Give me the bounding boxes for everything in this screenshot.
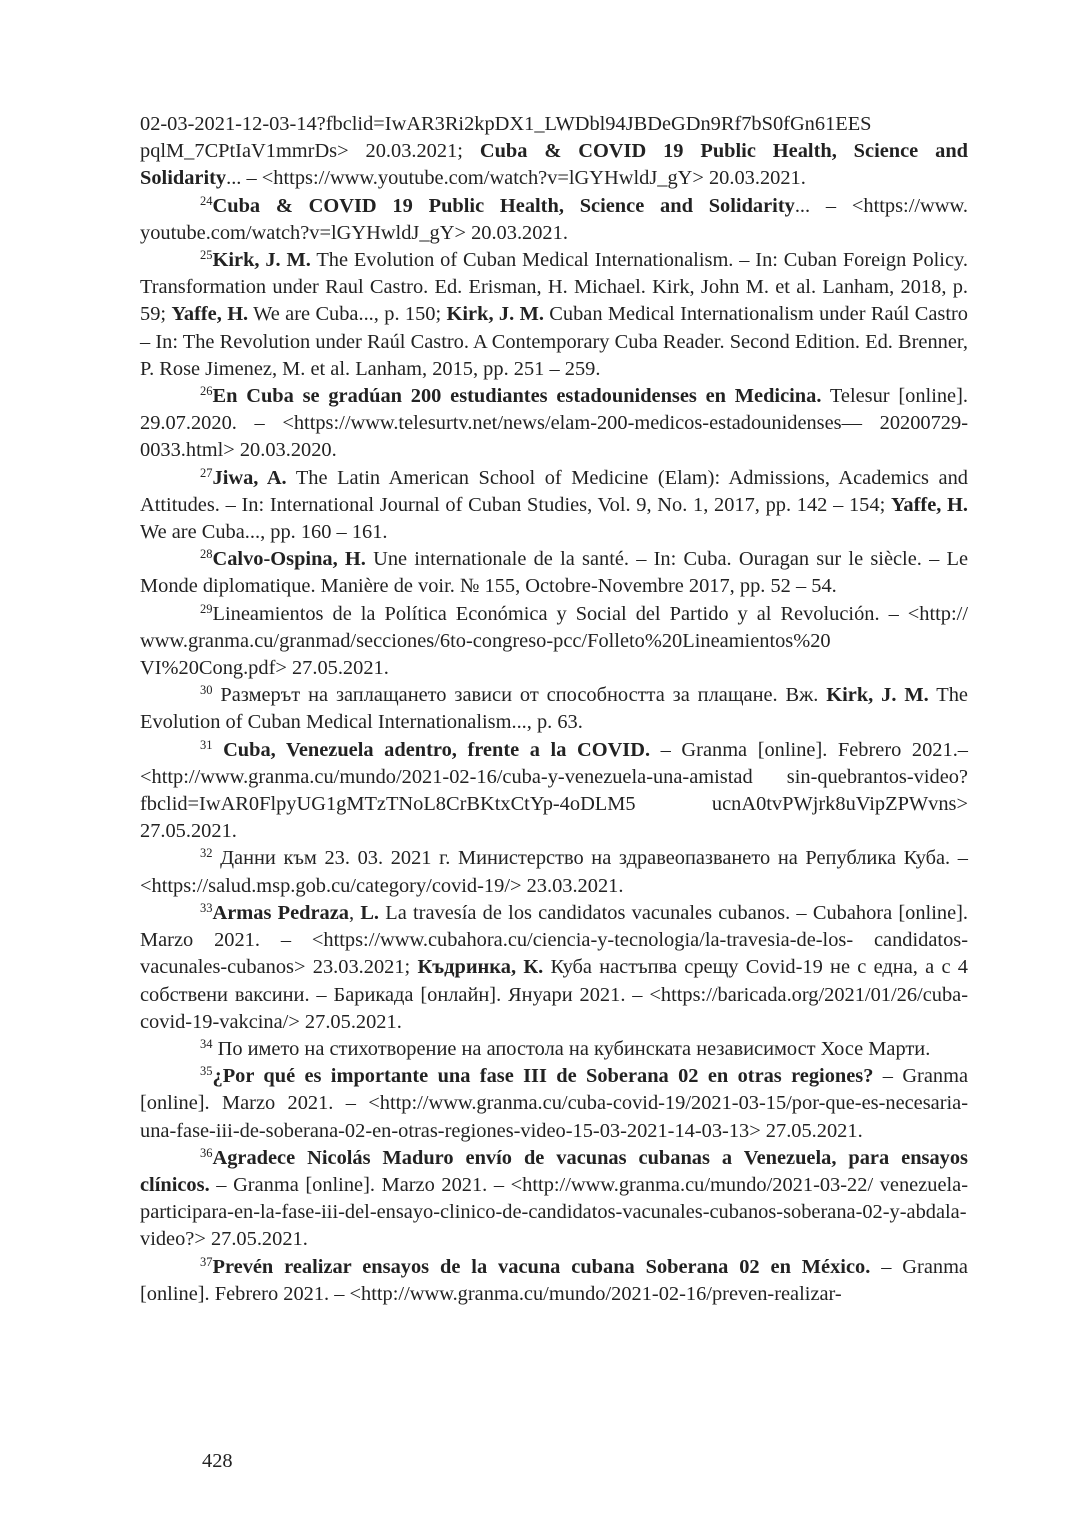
footnote-number: 30: [200, 683, 213, 698]
footnote-text: ... – <https://www. youtube.com/watch?v=lGYHwldJ_gY> 20.03.2021.: [140, 194, 968, 244]
footnote-bold-text: Kirk, J. M.: [446, 303, 544, 326]
footnote-bold-text: ¿Por qué es importante una fase III de Soberana 02 en otras regiones?: [212, 1065, 874, 1088]
footnote-bold-text: Къдринка, К.: [417, 956, 544, 979]
footnote-number: 29: [200, 601, 213, 616]
footnote-bold-text: Yaffe, H.: [890, 493, 969, 516]
footnote-number: 25: [200, 248, 213, 263]
footnote-text: По името на стихотворение на апостола на кубинската независимост Хосе Марти.: [212, 1037, 931, 1060]
footnote-bold-text: Jiwa, A.: [212, 466, 287, 489]
footnote-text: La travesía de los candidatos vacunales cubanos. – Cubahora [online]. Marzo 2021. – <https://www.cubahora.cu/ciencia-y-tecnologia/la-travesia-de-los- candidatos-vacunales-cubanos> 23.03.2021;: [140, 901, 969, 979]
footnote-26: [140, 383, 968, 465]
footnote-number: 32: [200, 846, 213, 861]
footnote-text: Une internationale de la santé. – In: Cuba. Ouragan sur le siècle. – Le Monde diplomatique. Manière de voir. № 155, Octobre-Novembre 2017, pp. 52 – 54.: [140, 548, 968, 598]
footnote-bold-text: Yaffe, H.: [171, 303, 249, 326]
footnote-37: [140, 1254, 968, 1308]
footnote-number: 31: [200, 737, 213, 752]
footnote-number: 26: [200, 384, 213, 399]
footnote-text: Данни към 23. 03. 2021 г. Министерство на здравеопазването на Република Куба. – <https://salud.msp.gob.cu/category/covid-19/> 23.03.2021.: [140, 847, 968, 897]
footnote-32: [140, 845, 968, 899]
footnote-28: [140, 546, 968, 600]
footnote-bold-text: Agradece Nicolás Maduro envío de vacunas cubanas a Venezuela, para ensayos clínicos.: [140, 1146, 968, 1196]
footnote-text: The Latin American School of Medicine (Elam): Admissions, Academics and Attitudes. – In: International Journal of Cuban Studies, Vol. 9, No. 1, 2017, pp. 142 – 154;: [140, 466, 968, 516]
footnote-bold-text: L.: [360, 901, 380, 924]
footnote-text: The Evolution of Cuban Medical Internationalism..., p. 63.: [140, 684, 968, 734]
footnote-27: [140, 465, 968, 547]
footnote-bold-text: En Cuba se gradúan 200 estudiantes estadounidenses en Medicina.: [212, 385, 822, 408]
footnote-number: 28: [200, 547, 213, 562]
footnote-bold-text: Kirk, J. M.: [826, 684, 929, 707]
footnote-text: – Granma [online]. Marzo 2021. – <http://www.granma.cu/cuba-covid-19/2021-03-15/por-que-es-necesaria-una-fase-iii-de-soberana-02-en-otras-regiones-video-15-03-2021-14-03-13> 27.05.2021.: [140, 1065, 968, 1142]
page-number: 428: [202, 1450, 233, 1472]
footnote-text: We are Cuba..., pp. 160 – 161.: [140, 521, 388, 544]
footnote-text: – Granma [online]. Febrero 2021. – <http://www.granma.cu/mundo/2021-02-16/preven-realizar-: [140, 1255, 968, 1305]
footnote-number: 33: [200, 901, 213, 916]
footnote-bold-text: Cuba, Venezuela adentro, frente a la COVID.: [212, 738, 651, 761]
footnote-36: [140, 1145, 968, 1254]
footnote-34: [140, 1036, 968, 1063]
footnote-text: Lineamientos de la Política Económica y Social del Partido y al Revolución. – <http:// www.granma.cu/granmad/secciones/6to-congreso-pcc/Folleto%20Lineamientos%20 VI%20Cong.pdf> 27.05.2021.: [140, 602, 968, 680]
footnote-text: We are Cuba..., p. 150;: [248, 303, 447, 326]
footnote-30: [140, 682, 968, 736]
footnote-number: 24: [200, 193, 213, 208]
footnote-number: 27: [200, 465, 213, 480]
footnote-list: [140, 193, 968, 1308]
footnote-bold-text: Kirk, J. M.: [212, 249, 311, 272]
footnote-33: [140, 900, 968, 1036]
footnote-text: Cuban Medical Internationalism under Raúl Castro – In: The Revolution under Raúl Castro. A Contemporary Cuba Reader. Second Edition. Ed. Brenner, P. Rose Jimenez, M. et al. Lanham, 2015, pp. 251 – 259.: [140, 303, 968, 380]
footnote-text: – Granma [online]. Marzo 2021. – <http://www.granma.cu/mundo/2021-03-22/ venezuela-participara-en-la-fase-iii-del-ensayo-clinico-de-candidatos-vacunales-cubanos-soberana-02-y-abdala-video?> 27.05.2021.: [140, 1173, 968, 1251]
footnote-continuation: 02-03-2021-12-03-14?fbclid=IwAR3Ri2kpDX1_LWDbl94JBDeGDn9Rf7bS0fGn61EES pqlM_7CPtIaV1mmrDs> 20.03.2021; Cuba & COVID 19 Public Health, Science and Solidarity... – <https://www.youtube.com/watch?v=lGYHwldJ_gY> 20.03.2021.: [140, 113, 969, 190]
footnote-text: – Granma [online]. Febrero 2021.–<http://www.granma.cu/mundo/2021-02-16/cuba-y-venezuela-una-amistad sin-quebrantos-video?fbclid=IwAR0FlpyUG1gMTzTNoL8CrBKtxCtYp-4oDLM5 ucnA0tvPWjrk8uVipZPWvns> 27.05.2021.: [140, 738, 968, 843]
footnotes-block: [140, 111, 968, 1308]
footnote-number: 35: [200, 1064, 213, 1079]
footnote-text: Размерът на заплащането зависи от способността за плащане. Вж.: [212, 684, 827, 707]
footnote-24: [140, 193, 968, 247]
footnote-text: ,: [348, 901, 361, 924]
footnote-number: 34: [200, 1037, 213, 1052]
footnote-bold-text: Armas Pedraza: [212, 901, 349, 924]
footnote-text: Куба настъпва срещу Covid-19 не с една, а с 4 собствени ваксини. – Барикада [онлайн]. Януари 2021. – <https://baricada.org/2021/01/26/cuba-covid-19-vakcina/> 27.05.2021.: [140, 956, 968, 1033]
footnote-25: [140, 247, 968, 383]
footnote-number: 37: [200, 1254, 213, 1269]
footnote-bold-text: Cuba & COVID 19 Public Health, Science and Solidarity: [212, 194, 795, 217]
footnote-text: Telesur [online]. 29.07.2020. – <https://www.telesurtv.net/news/elam-200-medicos-estadounidenses— 20200729-0033.html> 20.03.2020.: [140, 385, 968, 462]
footnote-text: The Evolution of Cuban Medical Internationalism. – In: Cuban Foreign Policy. Transformation under Raul Castro. Ed. Erisman, H. Michael. Kirk, John M. et al. Lanham, 2018, p. 59;: [140, 249, 968, 326]
footnote-bold-text: Calvo-Ospina, H.: [212, 548, 366, 571]
footnote-31: [140, 737, 968, 846]
footnote-number: 36: [200, 1145, 213, 1160]
footnote-bold-text: Prevén realizar ensayos de la vacuna cubana Soberana 02 en México.: [212, 1255, 871, 1278]
footnote-29: [140, 601, 968, 683]
footnote-35: [140, 1063, 968, 1145]
